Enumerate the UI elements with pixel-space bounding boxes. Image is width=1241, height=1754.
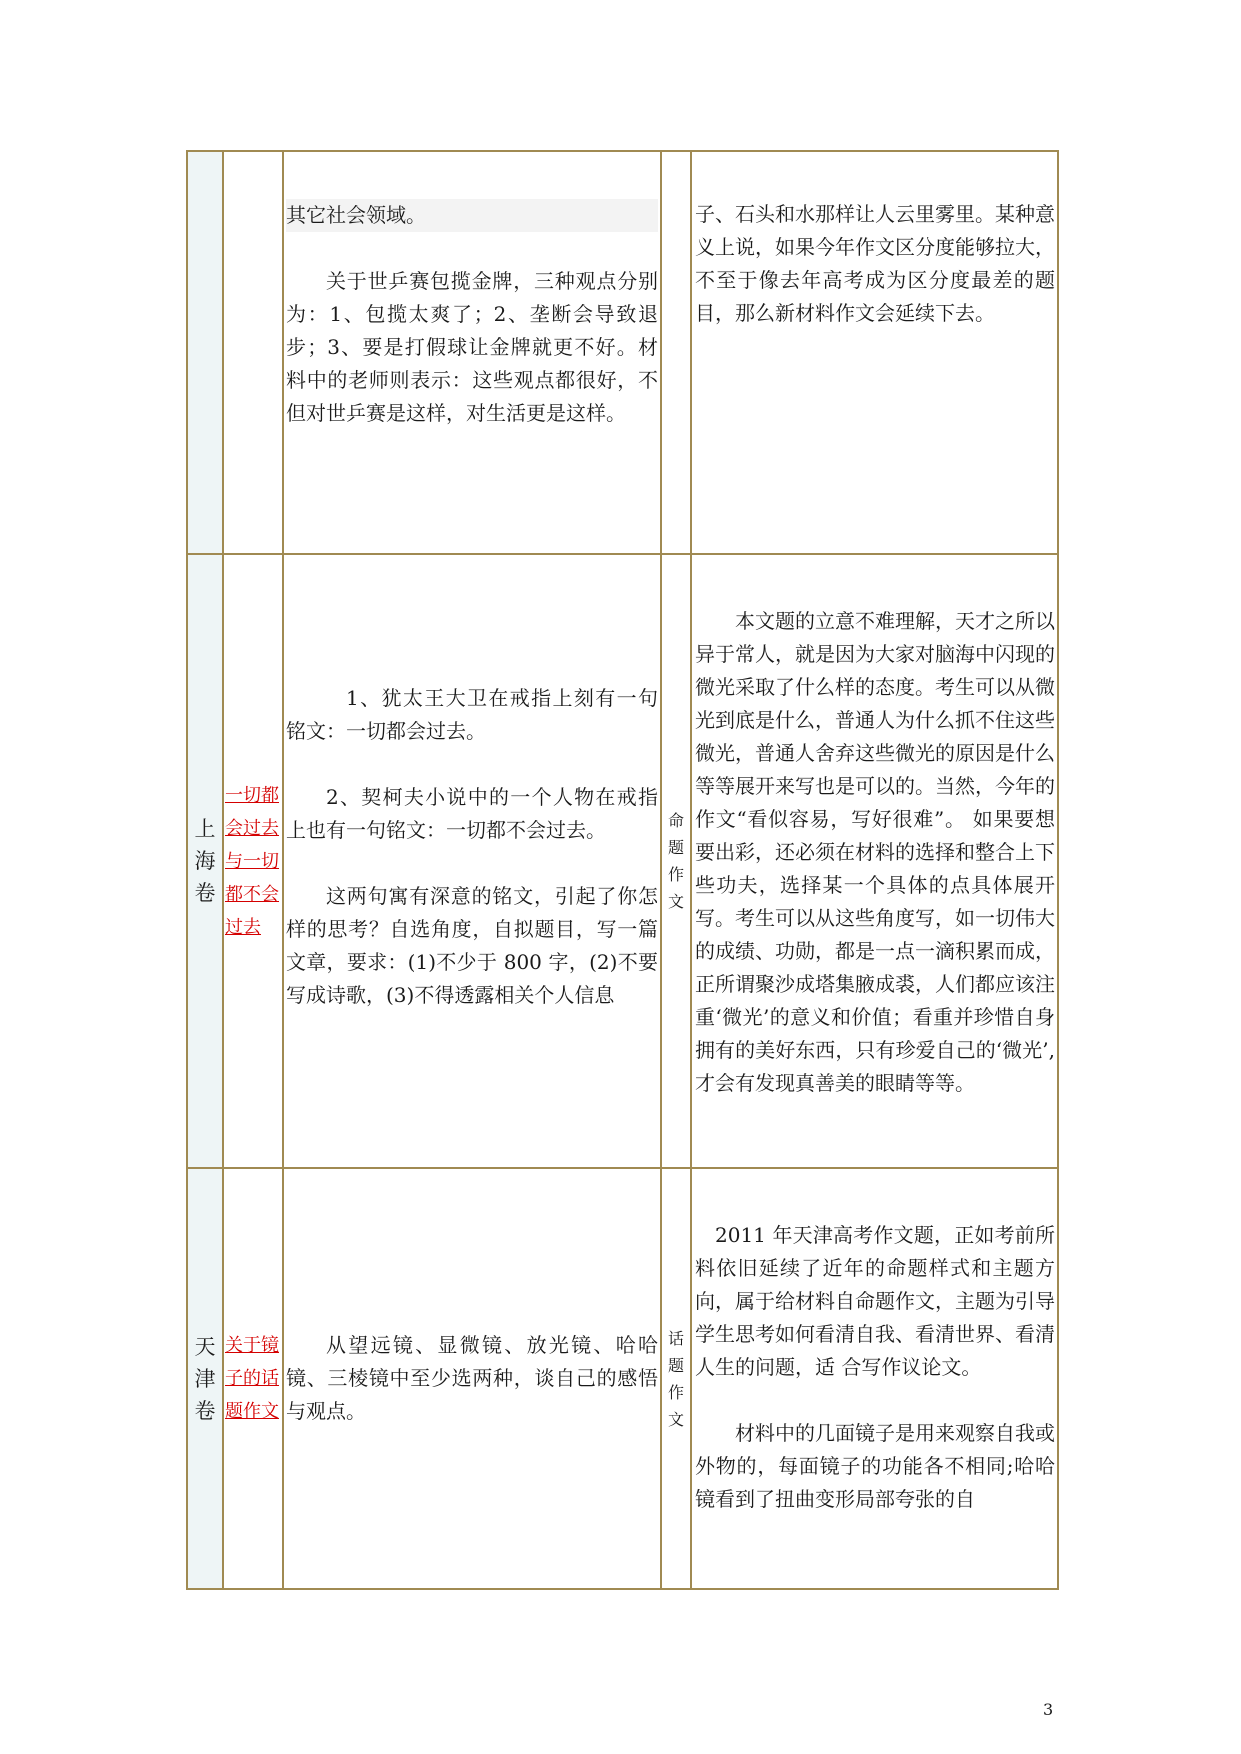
topic-link[interactable]: 关于镜子的话题作文 [225,1335,279,1422]
material-paragraph: 这两句寓有深意的铭文，引起了你怎样的思考？自选角度，自拟题目，写一篇文章，要求：(1)不少于 800 字，(2)不要写成诗歌，(3)不得透露相关个人信息 [286,884,658,1007]
table-row [187,554,1058,1168]
region-cell [187,1168,223,1589]
analysis-paragraph: 本文题的立意不难理解，天才之所以异于常人，就是因为大家对脑海中闪现的微光采取了什么样的态度。考生可以从微光到底是什么，普通人为什么抓不住这些微光，普通人舍弃这些微光的原因是什么等等展开来写也是可以的。当然，今年的作文“看似容易，写好很难”。 如果要想要出彩，还必须在材料的选择和整合上下些功夫，选择某一个具体的点具体展开写。考生可以从这些角度写，如一切伟大的成绩、功勋，都是一点一滴积累而成，正所谓聚沙成塔集腋成裘，人们都应该注重‘微光’的意义和价值；看重并珍惜自身拥有的美好东西，只有珍爱自己的‘微光’,才会有发现真善美的眼睛等等。 [695,609,1055,1095]
region-label: 天津卷 [194,1334,216,1423]
type-label: 话题作文 [667,1328,684,1429]
topic-link[interactable]: 一切都会过去与一切都不会过去 [225,784,279,938]
table-row [187,1168,1058,1589]
essay-table [186,150,1059,1590]
topic-cell [223,554,283,1168]
analysis-cell [691,554,1058,1168]
material-paragraph: 关于世乒赛包揽金牌，三种观点分别为：1、包揽太爽了；2、垄断会导致退步；3、要是打假球让金牌就更不好。材料中的老师则表示：这些观点都很好，不但对世乒赛是这样，对生活更是这样。 [286,269,658,425]
type-cell [661,1168,691,1589]
region-cell [187,151,223,554]
type-cell [661,151,691,554]
material-paragraph: 1、犹太王大卫在戒指上刻有一句铭文：一切都会过去。 [286,686,658,743]
table-row [187,151,1058,554]
analysis-paragraph: 材料中的几面镜子是用来观察自我或外物的，每面镜子的功能各不相同;哈哈镜看到了扭曲变形局部夸张的自 [695,1421,1055,1511]
type-cell [661,554,691,1168]
region-cell [187,554,223,1168]
material-cell [283,1168,661,1589]
analysis-cell [691,151,1058,554]
topic-cell [223,1168,283,1589]
analysis-cell [691,1168,1058,1589]
material-cell [283,554,661,1168]
page-number: 3 [1043,1700,1054,1719]
analysis-paragraph: 子、石头和水那样让人云里雾里。某种意义上说，如果今年作文区分度能够拉大，不至于像去年高考成为区分度最差的题目，那么新材料作文会延续下去。 [695,202,1055,325]
material-paragraph: 2、契柯夫小说中的一个人物在戒指上也有一句铭文：一切都不会过去。 [286,785,658,842]
material-cell [283,151,661,554]
material-paragraph: 其它社会领域。 [286,199,658,232]
topic-cell [223,151,283,554]
analysis-paragraph: 2011 年天津高考作文题，正如考前所料依旧延续了近年的命题样式和主题方向，属于给材料自命题作文，主题为引导学生思考如何看清自我、看清世界、看清人生的问题，适 合写作议论文。 [695,1223,1055,1379]
material-paragraph: 从望远镜、显微镜、放光镜、哈哈镜、三棱镜中至少选两种，谈自己的感悟与观点。 [286,1333,658,1423]
type-label: 命题作文 [667,811,684,911]
region-label: 上海卷 [194,817,216,905]
